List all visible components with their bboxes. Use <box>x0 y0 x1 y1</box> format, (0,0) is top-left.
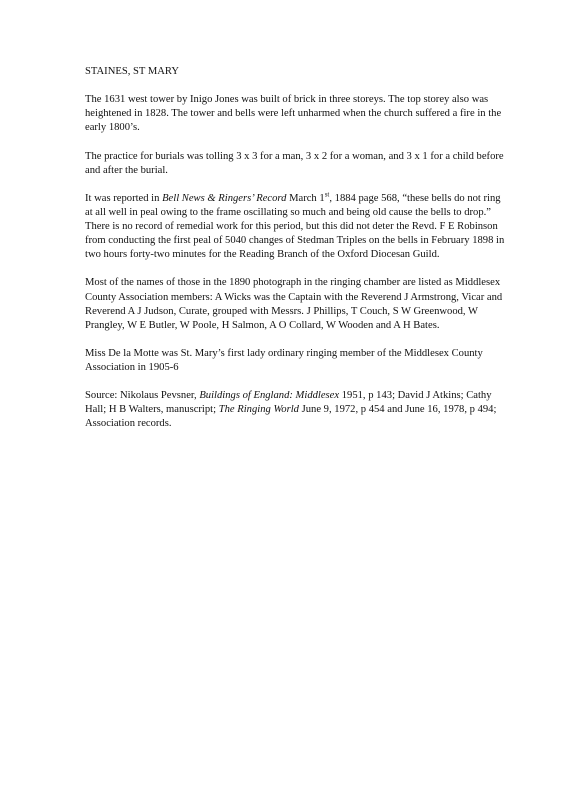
sources-rest-text: June 9, 1972, p 454 and June 16, 1978, p 494; Association records. <box>85 404 497 430</box>
paragraph-sources <box>85 389 505 431</box>
date-ordinal-suffix: st <box>324 190 330 199</box>
paragraph-burial-practice: The practice for burials was tolling 3 x 3 for a man, 3 x 2 for a woman, and 3 x 1 for a child before and after the burial. <box>85 150 504 176</box>
publication-title: Bell News & Ringers’ Record <box>162 192 287 204</box>
sources-lead-text: Source: Nikolaus Pevsner, <box>85 390 200 402</box>
report-date-text: March 1 <box>286 192 325 204</box>
source-book-title: Buildings of England: Middlesex <box>199 390 340 402</box>
report-lead-text: It was reported in <box>85 192 163 204</box>
document-body <box>85 65 505 446</box>
paragraph-tower-history: The 1631 west tower by Inigo Jones was built of brick in three storeys. The top storey also was heightened in 1828. The tower and bells were left unharmed when the church suffered a fire in the early 1800’s. <box>85 94 502 134</box>
paragraph-lady-ringer: Miss De la Motte was St. Mary’s first lady ordinary ringing member of the Middlesex County Association in 1905-6 <box>85 347 483 373</box>
sources-middle-text: 1951, p 143; David J Atkins; Cathy Hall; H B Walters, manuscript; <box>85 390 492 416</box>
document-title: STAINES, ST MARY <box>85 66 180 77</box>
source-journal-title: The Ringing World <box>218 404 299 416</box>
paragraph-bell-news-report <box>85 192 505 262</box>
paragraph-ringers-1890: Most of the names of those in the 1890 photograph in the ringing chamber are listed as Middlesex County Association members: A Wicks was the Captain with the Reverend J Armstrong, Vicar and Reverend A J Judson, Curate, grouped with Messrs. J Phillips, T Couch, S W Greenwood, W Prangley, W E Butler, W Poole, H Salmon, A O Collard, W Wooden and A H Bates. <box>85 277 503 331</box>
report-body-text: , 1884 page 568, “these bells do not ring at all well in peal owing to the frame oscillating so much and being old cause the bells to drop.” There is no record of remedial work for this period, but this did not deter the Revd. F E Robinson from conducting the first peal of 5040 changes of Stedman Triples on the bells in February 1898 in two hours forty-two minutes for the Reading Branch of the Oxford Diocesan Guild. <box>85 192 505 261</box>
